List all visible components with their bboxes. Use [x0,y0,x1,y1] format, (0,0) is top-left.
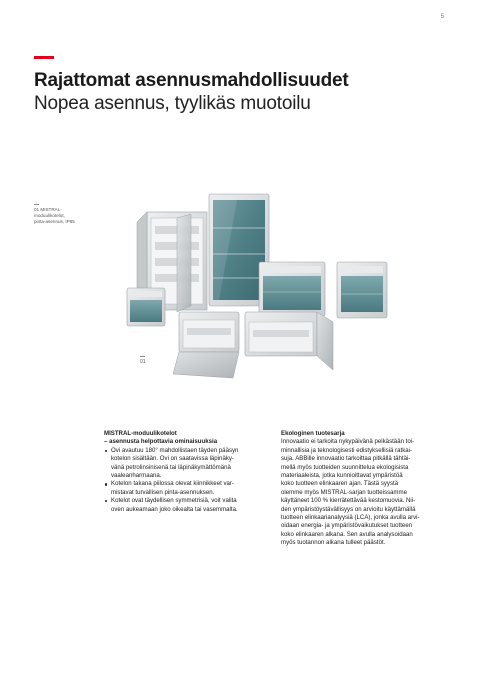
list-item [104,447,269,481]
body-line: koko elinkaaren alkana. Sen avulla analysoidaan [281,530,413,538]
enclosure-small-glass-left [127,288,165,326]
body-line: suja. ABBille innovaatio tarkoittaa pitkällä tähtäi- [281,455,411,463]
features-column [104,430,269,514]
enclosure-open-bottom-right [245,312,333,370]
body-line: minnallisia ja teknologisesti edistyksellisiä ratkai- [281,446,413,454]
body-line: käyttäneet 100 % kierrätettävää kestomuovia. Nii- [281,497,416,505]
body-line: Innovaatio ei tarkoita nykypäivänä pelkästään toi- [281,438,415,446]
caption-tick [34,204,39,205]
bullet-line: vaaleanharmaana. [111,472,162,480]
features-heading [104,430,269,447]
bullet-line: mistavat turvallisen pinta-asennuksen. [111,488,215,496]
body-line: koko tuotteen elinkaaren ajan. Tästä syystä [281,480,399,488]
figure-label [140,356,146,365]
figure-label-text: 01 [140,359,146,365]
bullet-line: Ovi avautuu 180° mahdollistaen täyden pääsyn [111,446,239,454]
enclosure-small-glass-right [337,262,387,318]
body-line: den ympäristöystävällisyys on arvioitu käyttämällä [281,505,416,513]
features-list [104,447,269,514]
figure-caption [34,204,104,225]
body-line: mellä myös tuotteiden suunnittelua ekologisista [281,463,409,471]
accent-bar [34,56,54,59]
body-line: oidaan energia- ja ympäristövaikutukset tuotteen [281,522,413,530]
page-subtitle: Nopea asennus, tyylikäs muotoilu [34,93,311,114]
list-item [104,497,269,514]
product-photo [115,178,390,383]
figure-label-tick [140,356,145,357]
enclosure-medium-glass [259,262,325,316]
enclosure-open-bottom [173,312,239,378]
body-line: olemme myös MISTRAL-sarjan tuotteissamme [281,488,407,496]
bullet-line: Kotelon takana piilossa olevat kiinnikkeet var- [111,480,234,488]
features-heading-line: – asennusta helpottavia ominaisuuksia [104,438,218,446]
ecology-heading: Ekologinen tuotesarja [281,430,345,437]
bullet-line: oven aukeamaan joko oikealta tai vasemmalta. [111,505,238,513]
features-heading-line: MISTRAL-moduulikotelot [104,430,177,437]
caption-line: 01 MISTRAL- [34,207,62,212]
caption-line: pinta-asennus, IP65 [34,219,75,224]
caption-line: moduulikotelot, [34,213,65,218]
body-line: tuotteen elinkaarianalyysiä (LCA), jonka avulla arvi- [281,514,420,522]
list-item [104,480,269,497]
ecology-body [281,438,449,547]
page-title: Rajattomat asennusmahdollisuudet [34,70,349,91]
ecology-column [281,430,449,548]
bullet-line: Kotelot ovat täydellisen symmetrisiä, voit valita [111,497,237,505]
body-line: myös tuotannon alkana tulleet päästöt. [281,539,386,547]
page-number: 5 [440,14,444,20]
body-line: materiaaleista, jotka kunnioittavat ympäristöä [281,472,403,480]
bullet-line: kotelon sisältään. Ovi on saatavissa läpinäky- [111,455,234,463]
bullet-line: vänä petrolinsinisenä tai läpinäkymättömänä [111,463,231,471]
